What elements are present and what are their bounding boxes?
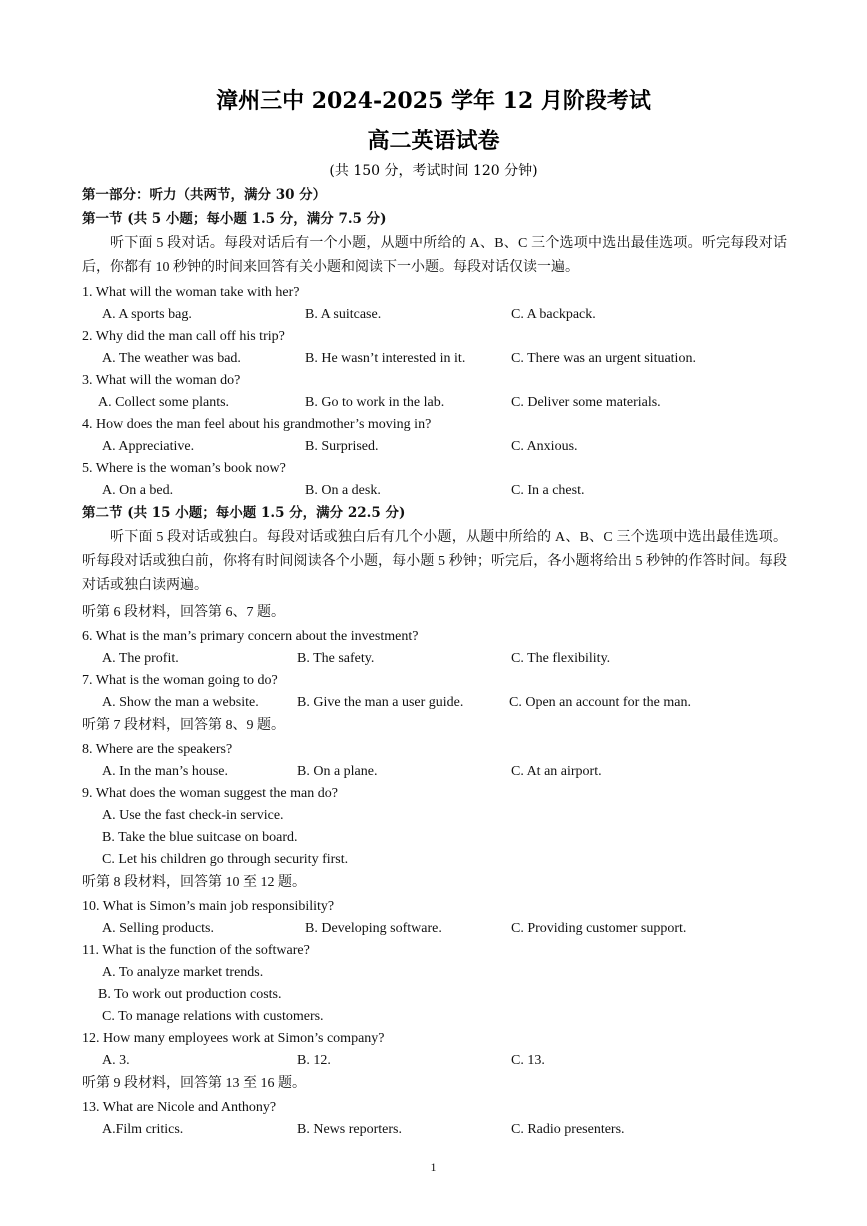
section1-instructions: 听下面 5 段对话。每段对话后有一个小题，从题中所给的 A、B、C 三个选项中选出最佳选项。听完每段对话后，你都有 10 秒钟的时间来回答有关小题和阅读下一小题。每段对话仅读一遍。	[82, 236, 787, 275]
material-9-note: 听第 9 段材料，回答第 13 至 16 题。	[82, 1076, 306, 1091]
q5-option-c: C. In a chest.	[511, 483, 585, 498]
question-8: 8. Where are the speakers?	[82, 742, 233, 757]
q6-option-b: B. The safety.	[297, 651, 375, 666]
q9-option-a: A. Use the fast check-in service.	[102, 808, 284, 823]
q9-option-c: C. Let his children go through security first.	[102, 852, 349, 867]
q2-option-b: B. He wasn’t interested in it.	[305, 351, 466, 366]
q10-option-a: A. Selling products.	[102, 921, 214, 936]
question-1: 1. What will the woman take with her?	[82, 285, 300, 300]
q7-option-a: A. Show the man a website.	[102, 695, 259, 710]
question-5: 5. Where is the woman’s book now?	[82, 461, 286, 476]
exam-title: 漳州三中 2024-2025 学年 12 月阶段考试	[216, 88, 651, 114]
question-7: 7. What is the woman going to do?	[82, 673, 278, 688]
question-4: 4. How does the man feel about his grandmother’s moving in?	[82, 417, 432, 432]
question-2: 2. Why did the man call off his trip?	[82, 329, 285, 344]
q3-option-c: C. Deliver some materials.	[511, 395, 661, 410]
q8-option-c: C. At an airport.	[511, 764, 602, 779]
q13-option-a: A.Film critics.	[102, 1122, 184, 1137]
q13-option-b: B. News reporters.	[297, 1122, 402, 1137]
section2-heading: 第二节 (共 15 小题；每小题 1.5 分，满分 22.5 分)	[82, 505, 406, 521]
question-6: 6. What is the man’s primary concern about the investment?	[82, 629, 419, 644]
page-number: 1	[430, 1160, 437, 1174]
q6-option-a: A. The profit.	[102, 651, 179, 666]
q13-option-c: C. Radio presenters.	[511, 1122, 625, 1137]
q2-option-c: C. There was an urgent situation.	[511, 351, 696, 366]
q8-option-a: A. In the man’s house.	[102, 764, 228, 779]
q12-option-c: C. 13.	[511, 1053, 545, 1068]
q10-option-c: C. Providing customer support.	[511, 921, 687, 936]
q10-option-b: B. Developing software.	[305, 921, 442, 936]
q8-option-b: B. On a plane.	[297, 764, 378, 779]
q4-option-a: A. Appreciative.	[102, 439, 195, 454]
q6-option-c: C. The flexibility.	[511, 651, 611, 666]
q3-option-a: A. Collect some plants.	[98, 395, 230, 410]
q11-option-c: C. To manage relations with customers.	[102, 1009, 324, 1024]
question-12: 12. How many employees work at Simon’s company?	[82, 1031, 385, 1046]
question-3: 3. What will the woman do?	[82, 373, 241, 388]
q4-option-b: B. Surprised.	[305, 439, 379, 454]
material-8-note: 听第 8 段材料，回答第 10 至 12 题。	[82, 875, 306, 890]
q3-option-b: B. Go to work in the lab.	[305, 395, 445, 410]
q12-option-a: A. 3.	[102, 1053, 130, 1068]
q1-option-c: C. A backpack.	[511, 307, 596, 322]
material-7-note: 听第 7 段材料，回答第 8、9 题。	[82, 718, 285, 733]
section2-instructions: 听下面 5 段对话或独白。每段对话或独白后有几个小题，从题中所给的 A、B、C 三个选项中选出最佳选项。听每段对话或独白前，你将有时间阅读各个小题，每小题 5 秒钟；听完后，各小题将给出 5 秒钟的作答时间。每段对话或独白读两遍。	[82, 530, 787, 593]
question-10: 10. What is Simon’s main job responsibility?	[82, 899, 335, 914]
exam-subtitle: 高二英语试卷	[367, 128, 500, 154]
question-11: 11. What is the function of the software?	[82, 943, 310, 958]
part1-heading: 第一部分：听力（共两节，满分 30 分）	[82, 187, 327, 203]
q7-option-b: B. Give the man a user guide.	[297, 695, 464, 710]
q1-option-b: B. A suitcase.	[305, 307, 382, 322]
q7-option-c: C. Open an account for the man.	[509, 695, 691, 710]
q9-option-b: B. Take the blue suitcase on board.	[102, 830, 298, 845]
q1-option-a: A. A sports bag.	[102, 307, 192, 322]
q12-option-b: B. 12.	[297, 1053, 331, 1068]
q5-option-b: B. On a desk.	[305, 483, 381, 498]
question-13: 13. What are Nicole and Anthony?	[82, 1100, 277, 1115]
exam-info: (共 150 分，考试时间 120 分钟)	[329, 163, 538, 179]
q11-option-b: B. To work out production costs.	[98, 987, 282, 1002]
question-9: 9. What does the woman suggest the man do?	[82, 786, 338, 801]
q2-option-a: A. The weather was bad.	[102, 351, 241, 366]
q4-option-c: C. Anxious.	[511, 439, 578, 454]
q5-option-a: A. On a bed.	[102, 483, 174, 498]
q11-option-a: A. To analyze market trends.	[102, 965, 264, 980]
section1-heading: 第一节 (共 5 小题；每小题 1.5 分，满分 7.5 分)	[82, 211, 387, 227]
material-6-note: 听第 6 段材料，回答第 6、7 题。	[82, 605, 285, 620]
